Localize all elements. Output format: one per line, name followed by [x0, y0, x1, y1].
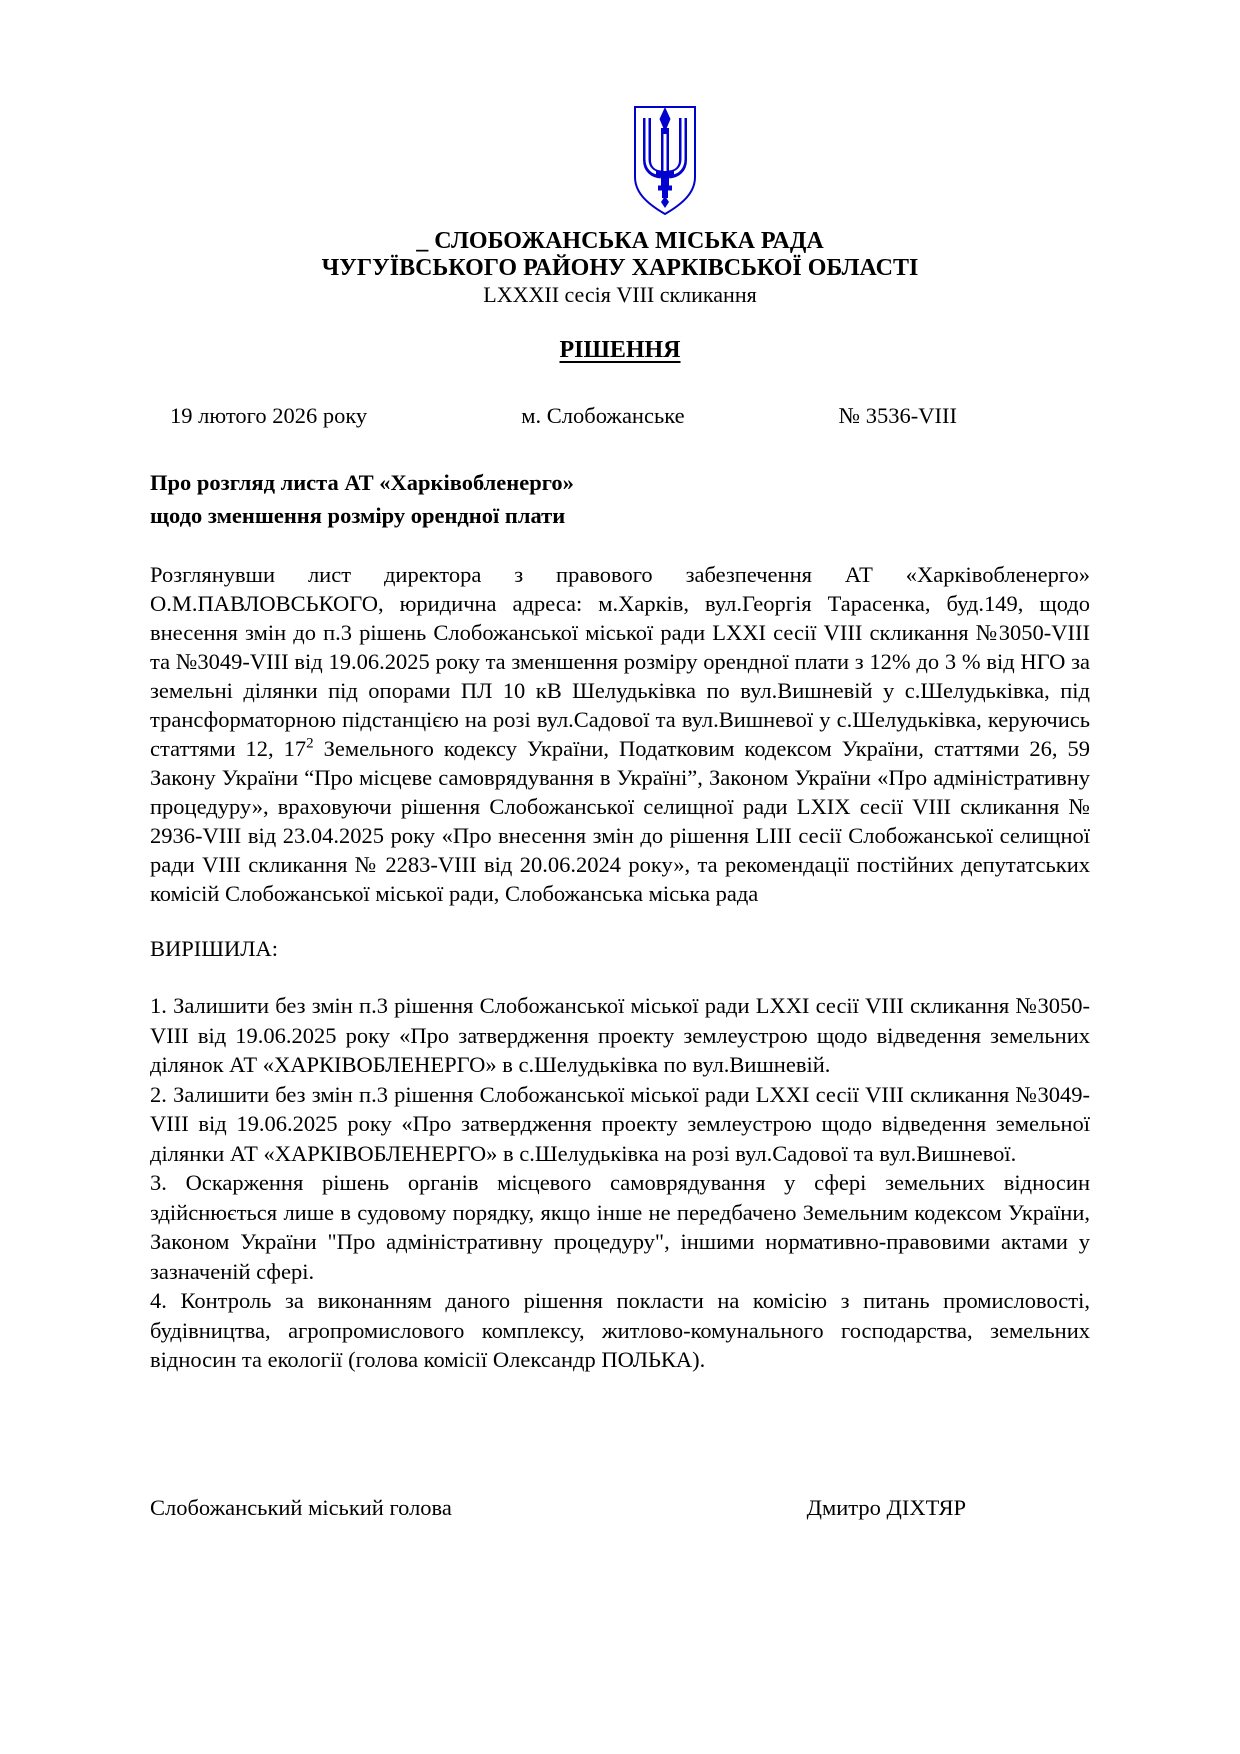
preamble-text-after-sup: Земельного кодексу України, Податковим кодексом України, статтями 26, 59 Закону України “Про місцеве самоврядування в Україні”, Законом України «Про адміністративну процедуру», враховуючи рішення Слобожанської селищної ради LXIX сесії VIII скликання № 2936-VIII від 23.04.2025 року «Про внесення змін до рішення LIII сесії Слобожанської селищної ради VIII скликання № 2283-VIII від 20.06.2024 року», та рекомендації постійних депутатських комісій Слобожанської міської ради, Слобожанська міська рада — [150, 736, 1090, 906]
subject-line-2: щодо зменшення розміру орендної плати — [150, 503, 566, 528]
resolved-heading: ВИРІШИЛА: — [150, 936, 278, 961]
council-name: _ СЛОБОЖАНСЬКА МІСЬКА РАДА — [416, 228, 824, 254]
decision-number: № 3536-VIII — [838, 403, 957, 428]
resolution-item-2: 2. Залишити без змін п.3 рішення Слобожанської міської ради LXXI сесії VIII скликання №3049-VIII від 19.06.2025 року «Про затвердження проекту землеустрою щодо відведення земельної ділянки АТ «ХАРКІВОБЛЕНЕРГО» в с.Шелудьківка на розі вул.Садової та вул.Вишневої. — [150, 1081, 1090, 1166]
meta-row — [150, 402, 1090, 430]
resolution-items — [150, 991, 1090, 1375]
emblem — [195, 104, 1135, 218]
signer-name: Дмитро ДІХТЯР — [806, 1494, 966, 1520]
decision-place: м. Слобожанське — [521, 403, 685, 428]
resolution-item-4: 4. Контроль за виконанням даного рішення покласти на комісію з питань промисловості, будівництва, агропромислового комплексу, житлово-комунального господарства, земельних відносин та екології (голова комісії Олександр ПОЛЬКА). — [150, 1288, 1090, 1372]
subject-heading — [150, 466, 1090, 532]
district-region-name: ЧУГУЇВСЬКОГО РАЙОНУ ХАРКІВСЬКОЇ ОБЛАСТІ — [321, 255, 919, 281]
signer-title: Слобожанський міський голова — [150, 1494, 452, 1520]
decision-date: 19 лютого 2026 року — [170, 403, 368, 428]
resolution-item-3: 3. Оскарження рішень органів місцевого самоврядування у сфері земельних відносин здійснюється лише в судовому порядку, якщо інше не передбачено Земельним кодексом України, Законом України "Про адміністративну процедуру", іншими нормативно-правовими актами у зазначеній сфері. — [150, 1170, 1090, 1284]
ukraine-trident-icon — [632, 104, 698, 218]
subject-line-1: Про розгляд листа АТ «Харківобленерго» — [150, 470, 574, 495]
article-superscript: 2 — [306, 735, 314, 752]
preamble-paragraph — [150, 560, 1090, 908]
document-type-title: РІШЕННЯ — [559, 337, 681, 363]
signature-row — [150, 1493, 1090, 1522]
preamble-text-before-sup: Розглянувши лист директора з правового забезпечення АТ «Харківобленерго» О.М.ПАВЛОВСЬКОГО, юридична адреса: м.Харків, вул.Георгія Тарасенка, буд.149, щодо внесення змін до п.3 рішень Слобожанської міської ради LXXI сесії VIII скликання №3050-VIII та №3049-VIII від 19.06.2025 року та зменшення розміру орендної плати з 12% до 3 % від НГО за земельні ділянки під опорами ПЛ 10 кВ Шелудьківка по вул.Вишневій у с.Шелудьківка, під трансформаторною підстанцією на розі вул.Садової та вул.Вишневої у с.Шелудьківка, керуючись статтями 12, 17 — [150, 562, 1090, 761]
resolution-item-1: 1. Залишити без змін п.3 рішення Слобожанської міської ради LXXI сесії VIII скликання №3050-VIII від 19.06.2025 року «Про затвердження проекту землеустрою щодо відведення земельних ділянок АТ «ХАРКІВОБЛЕНЕРГО» в с.Шелудьківка по вул.Вишневій. — [150, 993, 1090, 1077]
session-line: LXXXII сесія VIII скликання — [483, 282, 757, 307]
